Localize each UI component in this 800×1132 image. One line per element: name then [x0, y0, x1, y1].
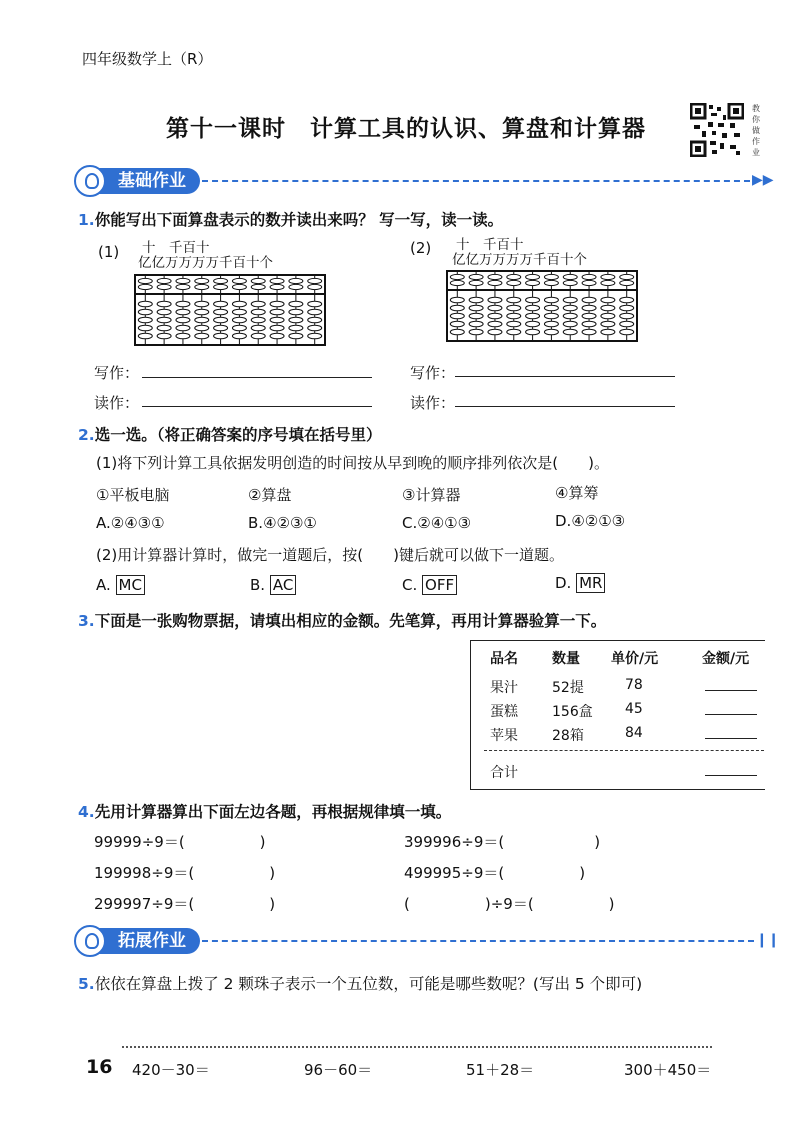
- section-label: 基础作业: [118, 171, 186, 191]
- page-title: 第十一课时 计算工具的认识、算盘和计算器: [166, 116, 646, 142]
- division-left-2[interactable]: 199998÷9＝( ): [94, 864, 276, 882]
- mental-exercise-2[interactable]: 96－60＝: [304, 1061, 373, 1079]
- abacus-1-units: 十 千百十 亿亿万万万万千百十个: [138, 240, 273, 271]
- book-title: 四年级数学上（R）: [82, 50, 213, 68]
- section-label: 拓展作业: [118, 931, 186, 951]
- abacus-1-label: (1): [98, 243, 120, 261]
- banner-dashed-line: [202, 940, 754, 942]
- section-badge: [78, 928, 200, 954]
- abacus-2-label: (2): [410, 239, 432, 257]
- question-5: 5.依依在算盘上拨了 2 颗珠子表示一个五位数，可能是哪些数呢？(写出 5 个即可): [78, 975, 643, 993]
- receipt-item: 果汁: [490, 680, 518, 696]
- tool-item-2: ②算盘: [248, 486, 292, 504]
- total-blank[interactable]: [705, 775, 757, 776]
- tool-item-1: ①平板电脑: [96, 486, 170, 504]
- receipt-item: 蛋糕: [490, 704, 518, 720]
- question-2: 2.选一选。（将正确答案的序号填在括号里）: [78, 426, 382, 444]
- mental-exercise-4[interactable]: 300＋450＝: [624, 1061, 712, 1079]
- mental-exercise-3[interactable]: 51＋28＝: [466, 1061, 535, 1079]
- receipt-item: 苹果: [490, 728, 518, 744]
- receipt-divider: [484, 750, 764, 751]
- key-off: OFF: [422, 575, 457, 595]
- receipt-header-name: 品名: [490, 651, 518, 667]
- abacus-2-units: 十 千百十 亿亿万万万万千百十个: [452, 237, 587, 268]
- receipt-qty: 156盒: [552, 704, 593, 720]
- option-1b[interactable]: B.④②③①: [248, 514, 317, 532]
- receipt-header-qty: 数量: [552, 651, 580, 667]
- division-left-1[interactable]: 99999÷9＝( ): [94, 833, 266, 851]
- abacus-2: [446, 270, 638, 342]
- footer-divider: [122, 1046, 712, 1048]
- division-right-3[interactable]: ( )÷9＝( ): [404, 895, 615, 913]
- read-line-2[interactable]: [455, 406, 675, 407]
- lightbulb-icon: [74, 165, 106, 197]
- double-arrow-icon: ▶▶: [752, 172, 774, 188]
- key-mc: MC: [116, 575, 145, 595]
- option-2c[interactable]: C. OFF: [402, 575, 457, 595]
- qr-caption: 教你做作业: [752, 104, 760, 157]
- read-line-1[interactable]: [142, 406, 372, 407]
- receipt-qty: 28箱: [552, 728, 584, 744]
- section-banner-extend: [78, 928, 780, 954]
- division-left-3[interactable]: 299997÷9＝( ): [94, 895, 276, 913]
- read-label-1: 读作：: [94, 394, 140, 412]
- q2-part-2: (2)用计算器计算时，做完一道题后，按( )键后就可以做下一道题。: [96, 546, 564, 564]
- write-label-2: 写作：: [410, 364, 456, 382]
- key-ac: AC: [270, 575, 296, 595]
- receipt-qty: 52提: [552, 680, 584, 696]
- receipt-header-price: 单价/元: [611, 651, 659, 667]
- section-banner-basic: [78, 168, 774, 194]
- division-right-1[interactable]: 399996÷9＝( ): [404, 833, 601, 851]
- receipt-price: 84: [625, 725, 643, 741]
- write-line-2[interactable]: [455, 376, 675, 377]
- amount-blank[interactable]: [705, 738, 757, 739]
- question-1: 1.你能写出下面算盘表示的数并读出来吗？ 写一写，读一读。: [78, 211, 504, 229]
- write-line-1[interactable]: [142, 377, 372, 378]
- q2-part-1: (1)将下列计算工具依据发明创造的时间按从早到晚的顺序排列依次是( )。: [96, 454, 609, 472]
- read-label-2: 读作：: [410, 394, 456, 412]
- question-3: 3.下面是一张购物票据，请填出相应的金额。先笔算，再用计算器验算一下。: [78, 612, 607, 630]
- option-1d[interactable]: D.④②①③: [555, 512, 626, 530]
- amount-blank[interactable]: [705, 714, 757, 715]
- receipt-price: 78: [625, 677, 643, 693]
- page-number: 16: [86, 1056, 113, 1078]
- section-badge: [78, 168, 200, 194]
- division-right-2[interactable]: 499995÷9＝( ): [404, 864, 586, 882]
- write-label-1: 写作：: [94, 364, 140, 382]
- banner-dashed-line: [202, 180, 750, 182]
- double-bar-icon: ❙❙: [756, 932, 780, 948]
- option-1c[interactable]: C.②④①③: [402, 514, 472, 532]
- tool-item-4: ④算筹: [555, 484, 599, 502]
- receipt-price: 45: [625, 701, 643, 717]
- receipt-header-amount: 金额/元: [702, 651, 750, 667]
- option-2d[interactable]: D. MR: [555, 573, 605, 593]
- receipt-total-label: 合计: [490, 765, 518, 781]
- key-mr: MR: [576, 573, 605, 593]
- lightbulb-icon: [74, 925, 106, 957]
- qr-code[interactable]: [690, 103, 744, 157]
- question-4: 4.先用计算器算出下面左边各题，再根据规律填一填。: [78, 803, 452, 821]
- tool-item-3: ③计算器: [402, 486, 461, 504]
- abacus-1: [134, 274, 326, 346]
- option-2b[interactable]: B. AC: [250, 575, 296, 595]
- option-2a[interactable]: A. MC: [96, 575, 145, 595]
- amount-blank[interactable]: [705, 690, 757, 691]
- option-1a[interactable]: A.②④③①: [96, 514, 165, 532]
- mental-exercise-1[interactable]: 420－30＝: [132, 1061, 210, 1079]
